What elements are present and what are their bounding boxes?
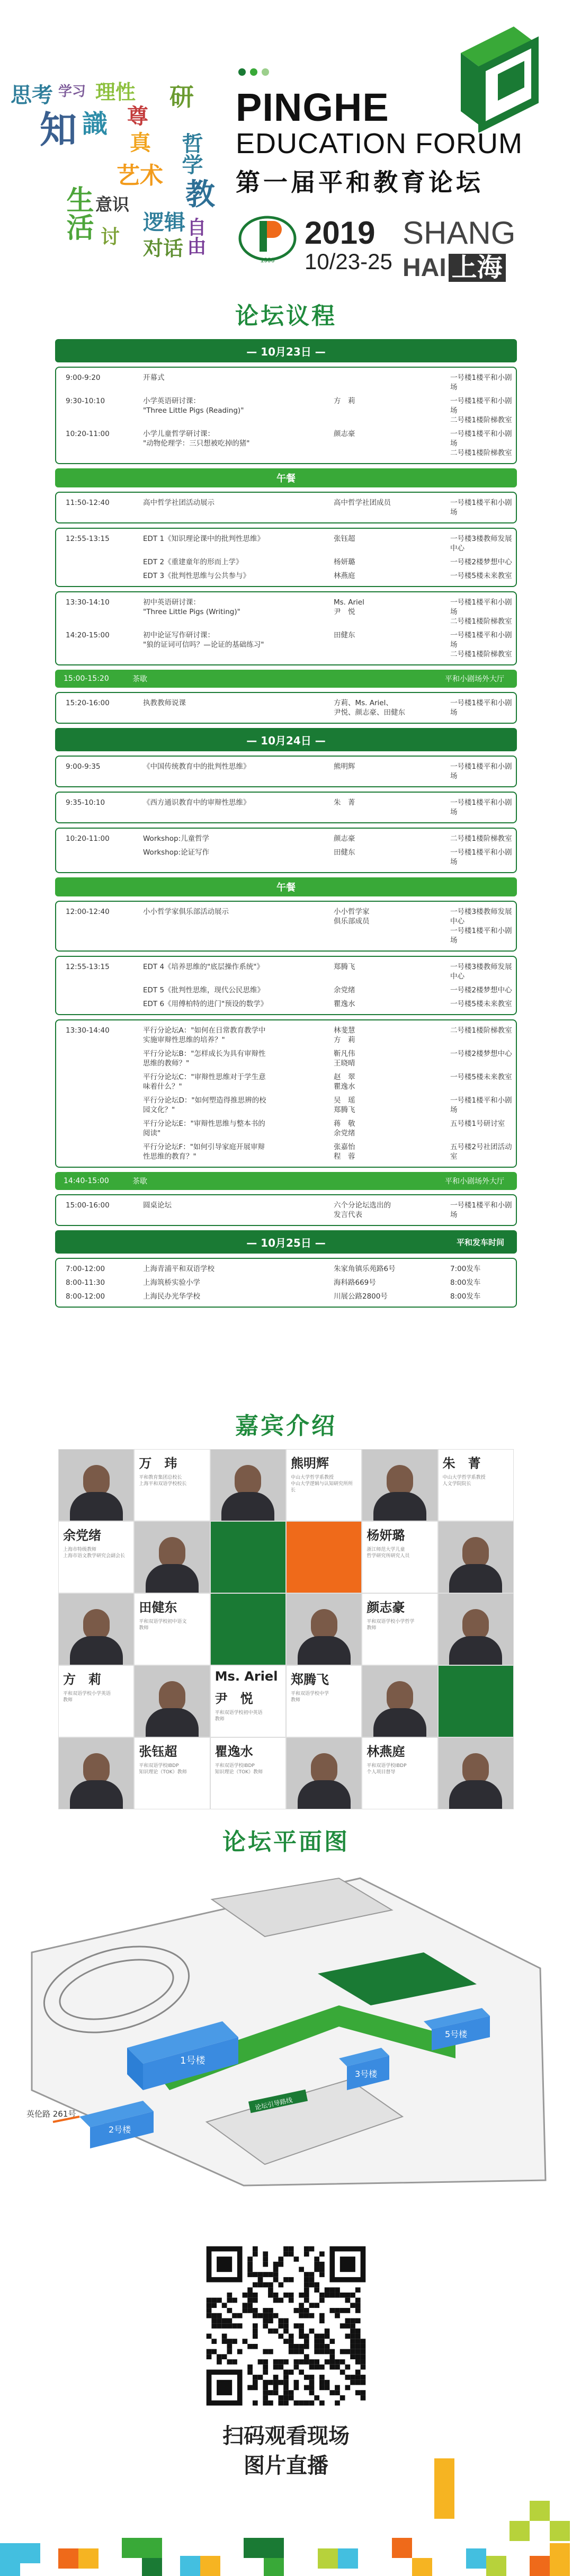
session-location: 二号楼1楼阶梯教室 — [450, 834, 512, 843]
speaker-photo — [438, 1593, 514, 1665]
session-time: 14:20-15:00 — [66, 631, 110, 639]
agenda-row — [56, 905, 516, 947]
session-time: 12:55-13:15 — [66, 535, 110, 543]
session-location: 一号楼3楼教师发展中心 — [450, 963, 512, 981]
speaker-description: 中山大学哲学系教授 人文学院院长 — [442, 1475, 486, 1487]
speaker-name: 朱 菁 — [442, 1456, 481, 1471]
session-speaker: 张嘉怡 程 蓉 — [334, 1143, 355, 1161]
agenda-row — [56, 846, 516, 869]
agenda-row — [56, 1047, 516, 1070]
speaker-name: Ms. Ariel — [215, 1669, 278, 1684]
session-time: 9:30-10:10 — [66, 397, 105, 405]
session-topic: 《西方通识教育中的审辩性思维》 — [143, 798, 251, 807]
session-time: 9:00-9:35 — [66, 762, 101, 771]
break-location: 平和小剧场外大厅 — [445, 675, 504, 683]
speaker-description: 平和双语学校IBDP 知识理论（TOK）教师 — [215, 1763, 263, 1775]
session-location: 一号楼1楼平和小剧场 — [450, 1096, 512, 1114]
agenda-row — [56, 532, 516, 555]
agenda-block — [55, 1258, 517, 1308]
session-speaker: 余党绪 — [334, 986, 355, 994]
day-header-label: — 10月25日 — — [246, 1236, 326, 1249]
session-topic: EDT 1《知识理论课中的批判性思维》 — [143, 535, 265, 543]
speaker-photo — [134, 1521, 210, 1593]
session-location: 一号楼2楼梦想中心 — [450, 986, 512, 994]
break-location: 平和小剧场外大厅 — [445, 1177, 504, 1186]
session-location: 一号楼1楼平和小剧场 — [450, 762, 512, 780]
session-speaker: 朱 菁 — [334, 798, 355, 807]
session-time: 8:00-12:00 — [66, 1292, 105, 1301]
session-location: 一号楼1楼平和小剧场 二号楼1楼阶梯教室 — [450, 631, 512, 659]
session-time — [56, 571, 143, 581]
session-topic: 小学英语研讨课： "Three Little Pigs (Reading)" — [143, 397, 244, 415]
speaker-photo — [58, 1593, 134, 1665]
session-topic: 小小哲学家俱乐部活动展示 — [143, 908, 229, 916]
session-topic: 上海民办光华学校 — [143, 1292, 200, 1301]
speaker-card — [134, 1737, 210, 1809]
agenda-table — [55, 339, 517, 1312]
word-art-graphic — [11, 53, 222, 297]
session-speaker: 田健东 — [334, 848, 355, 857]
session-location: 一号楼1楼平和小剧场 二号楼1楼阶梯教室 — [450, 397, 512, 424]
speakers-grid — [58, 1449, 514, 1809]
agenda-block — [55, 956, 517, 1015]
session-location: 一号楼3楼教师发展中心 一号楼1楼平和小剧场 — [450, 908, 512, 945]
art-word: 学习 — [58, 84, 86, 100]
tea-break-bar — [55, 1172, 517, 1190]
session-topic: 平行分论坛B："怎样成长为具有审辩性 思维的教师？" — [143, 1050, 266, 1068]
agenda-block — [55, 792, 517, 823]
agenda-row — [56, 394, 516, 427]
session-topic: Workshop:儿童哲学 — [143, 834, 210, 843]
session-topic: 平行分论坛F："如何引导家庭开展审辩 性思维的教育？" — [143, 1143, 265, 1161]
speaker-name: 田健东 — [139, 1600, 177, 1615]
session-speaker: 川展公路2800号 — [334, 1292, 388, 1301]
title-chinese: 第一届平和教育论坛 — [236, 168, 484, 197]
speaker-name: 尹 悦 — [215, 1691, 253, 1706]
session-speaker: 小小哲学家 俱乐部成员 — [334, 908, 370, 926]
session-speaker: 熊明辉 — [334, 762, 355, 771]
speaker-card — [286, 1665, 362, 1737]
speaker-photo — [134, 1665, 210, 1737]
session-location: 一号楼1楼平和小剧场 — [450, 848, 512, 866]
session-topic: 高中哲学社团活动展示 — [143, 499, 215, 507]
session-location: 一号楼5楼未来教室 — [450, 1073, 512, 1081]
city-cn: 上海 — [449, 254, 506, 282]
session-speaker: 方 莉 — [334, 397, 355, 405]
session-topic: 平行分论坛C："审辩性思维对于学生意 味着什么？" — [143, 1073, 266, 1091]
day-header — [55, 728, 517, 751]
agenda-row — [56, 427, 516, 460]
session-location: 一号楼5楼未来教室 — [450, 1000, 512, 1008]
speaker-description: 上海市特级教师 上海市语文教学研究会副会长 — [63, 1547, 126, 1559]
session-topic: EDT 4《培养思维的"底层操作系统"》 — [143, 963, 264, 971]
session-time — [56, 1049, 143, 1068]
map-title: 论坛平面图 — [222, 1828, 350, 1855]
session-location: 一号楼1楼平和小剧场 — [450, 699, 512, 717]
session-speaker: 海科路669号 — [334, 1278, 376, 1287]
session-location: 五号楼1号研讨室 — [450, 1120, 505, 1128]
session-location: 一号楼1楼平和小剧场 — [450, 374, 512, 392]
agenda-block — [55, 492, 517, 523]
agenda-block — [55, 1194, 517, 1226]
session-topic: 圆桌论坛 — [143, 1201, 172, 1210]
speaker-description: 平和双语学校初中英语 教师 — [215, 1710, 263, 1722]
session-location: 二号楼1楼阶梯教室 — [450, 1026, 512, 1035]
session-speaker: 郑腾飞 — [334, 963, 355, 971]
break-time: 14:40-15:00 — [64, 1177, 109, 1185]
session-location: 一号楼5楼未来教室 — [450, 572, 512, 580]
session-time — [56, 1119, 143, 1138]
art-word: 研 — [169, 83, 194, 111]
session-location: 一号楼1楼平和小剧场 — [450, 1201, 512, 1219]
session-location: 一号楼2楼梦想中心 — [450, 1050, 512, 1058]
session-speaker: 蒋 敬 余党绪 — [334, 1120, 355, 1138]
speaker-description: 平和双语学校IBDP 个人项目督导 — [367, 1763, 407, 1775]
session-time: 8:00-11:30 — [66, 1278, 105, 1287]
session-speaker — [334, 373, 450, 392]
session-topic: 初中论证写作研讨课： "狼的证词可信吗？—论证的基础练习" — [143, 631, 264, 649]
agenda-block — [55, 828, 517, 873]
day-header-label: — 10月24日 — — [246, 734, 326, 747]
guide-path-label: 论坛引导路线 — [254, 2096, 293, 2112]
agenda-row — [56, 628, 516, 661]
session-speaker: 朱家角镇乐苑路6号 — [334, 1265, 396, 1273]
speaker-description: 平和双语学校初中语文 教师 — [139, 1619, 187, 1631]
speaker-description: 平和双语学校IBDP 知识理论（TOK）教师 — [139, 1763, 187, 1775]
session-time: 7:00-12:00 — [66, 1265, 105, 1273]
day-header-label: — 10月23日 — — [246, 345, 326, 358]
agenda-row — [56, 760, 516, 783]
agenda-block — [55, 756, 517, 787]
qr-caption-line1: 扫码观看现场 — [222, 2424, 350, 2448]
session-speaker: 林斐慧 方 莉 — [334, 1026, 355, 1044]
title-english-line2: EDUCATION FORUM — [236, 128, 523, 159]
art-word: 自由 — [184, 217, 206, 255]
speaker-card — [58, 1521, 134, 1593]
pinghe-school-logo-icon — [238, 209, 297, 268]
event-dates: 10/23-25 — [305, 249, 392, 274]
agenda-row — [56, 1024, 516, 1047]
art-word: 思考 — [11, 83, 53, 108]
speaker-description: 浙江师范大学儿童 哲学研究所研究人员 — [367, 1547, 410, 1559]
speaker-card — [438, 1449, 514, 1521]
speaker-photo — [286, 1593, 362, 1665]
speaker-photo — [362, 1449, 437, 1521]
agenda-row — [56, 569, 516, 583]
agenda-row — [56, 1070, 516, 1094]
lunch-bar: 午餐 — [55, 468, 517, 487]
speaker-card — [210, 1665, 286, 1737]
art-word: 生活 — [61, 185, 93, 241]
session-topic: Workshop:论证写作 — [143, 848, 210, 857]
session-speaker: 高中哲学社团成员 — [334, 499, 391, 507]
session-topic: 平行分论坛E："审辩性思维与整本书的 阅读" — [143, 1120, 265, 1138]
session-topic: EDT 5《批判性思维，现代公民思维》 — [143, 986, 265, 994]
art-word: 对话 — [143, 237, 184, 260]
session-speaker: 田健东 — [334, 631, 355, 639]
session-topic: 小学儿童哲学研讨课： "动物伦理学：三只想被吃掉的猪" — [143, 430, 250, 448]
speakers-title: 嘉宾介绍 — [235, 1413, 337, 1440]
building-5-label: 5号楼 — [445, 2029, 468, 2039]
art-word: 知 — [40, 108, 77, 152]
speaker-name: 方 莉 — [63, 1672, 101, 1687]
color-tile — [286, 1521, 362, 1593]
qr-caption-line2: 图片直播 — [244, 2454, 328, 2478]
art-word: 真 — [130, 131, 151, 155]
agenda-block — [55, 528, 517, 587]
session-speaker: Ms. Ariel 尹 悦 — [334, 598, 364, 616]
speaker-description: 中山大学哲学系教授 中山大学逻辑与认知研究所所长 — [290, 1475, 353, 1493]
session-time — [56, 848, 143, 867]
session-speaker: 方莉、Ms. Ariel、 尹悦、颜志豪、田健东 — [334, 699, 405, 717]
speaker-photo — [438, 1737, 514, 1809]
city-en-line2: HAI 上海 — [403, 247, 506, 283]
session-location: 五号楼2号社团活动室 — [450, 1143, 512, 1161]
session-time: 9:35-10:10 — [66, 798, 105, 807]
building-2-label: 2号楼 — [109, 2125, 131, 2135]
agenda-title: 论坛议程 — [235, 303, 337, 330]
session-topic: EDT 3《批判性思维与公共参与》 — [143, 572, 251, 580]
session-time — [56, 1142, 143, 1161]
decorative-dots — [238, 68, 273, 78]
session-time: 10:20-11:00 — [66, 430, 110, 438]
color-tile — [210, 1521, 286, 1593]
speaker-card — [362, 1593, 437, 1665]
lunch-bar: 午餐 — [55, 877, 517, 896]
agenda-block — [55, 591, 517, 665]
session-topic: 平行分论坛A："如何在日常教育教学中 实施审辩性思维的培养？" — [143, 1026, 266, 1044]
break-label: 茶歇 — [132, 675, 147, 683]
session-topic: 《中国传统教育中的批判性思维》 — [143, 762, 251, 771]
session-speaker: 赵 翠 瞿逸水 — [334, 1073, 355, 1091]
session-time: 15:20-16:00 — [66, 699, 110, 707]
day-header — [55, 1230, 517, 1254]
speaker-card — [362, 1521, 437, 1593]
session-time: 12:00-12:40 — [66, 908, 110, 916]
session-topic: 上海青浦平和双语学校 — [143, 1265, 215, 1273]
speaker-photo — [58, 1449, 134, 1521]
speaker-description: 平和双语学校中学 教师 — [290, 1691, 329, 1703]
speaker-card — [210, 1737, 286, 1809]
art-word: 逻辑 — [143, 210, 185, 235]
speaker-name: 杨妍璐 — [367, 1528, 405, 1543]
building-3-label: 3号楼 — [355, 2069, 378, 2079]
road-label: 英伦路 261号 — [26, 2109, 76, 2119]
session-speaker: 颜志豪 — [334, 430, 355, 438]
art-word: 讨 — [101, 226, 120, 248]
art-word: 理性 — [95, 81, 136, 104]
logo-year-text: 1996 — [260, 256, 275, 264]
speaker-name: 余党绪 — [63, 1528, 101, 1543]
agenda-block — [55, 692, 517, 724]
color-tile — [438, 1665, 514, 1737]
art-word: 識 — [82, 109, 108, 139]
break-label: 茶歇 — [132, 1177, 147, 1186]
city-en-line1: SHANG — [403, 215, 516, 251]
speaker-name: 万 玮 — [139, 1456, 177, 1471]
art-word: 哲学 — [178, 132, 203, 175]
agenda-row — [56, 1290, 516, 1303]
speaker-name: 颜志豪 — [367, 1600, 405, 1615]
session-speaker: 六个分论坛选出的 发言代表 — [334, 1201, 391, 1219]
session-time — [56, 1072, 143, 1091]
speaker-description: 平和双语学校小学哲学 教师 — [367, 1619, 415, 1631]
art-word: 教 — [185, 177, 215, 212]
session-time: 13:30-14:10 — [66, 598, 110, 607]
session-topic: 上海筑桥实验小学 — [143, 1278, 200, 1287]
agenda-row — [56, 983, 516, 997]
session-location: 一号楼1楼平和小剧场 — [450, 798, 512, 816]
speaker-photo — [210, 1449, 286, 1521]
session-speaker: 颜志豪 — [334, 834, 355, 843]
session-topic: EDT 6《用傅柏特的进门"预设的数学》 — [143, 1000, 268, 1008]
agenda-row — [56, 371, 516, 394]
agenda-row — [56, 555, 516, 569]
agenda-row — [56, 960, 516, 983]
speaker-name: 郑腾飞 — [290, 1672, 329, 1687]
agenda-row — [56, 1198, 516, 1222]
session-speaker: 吴 瑶 郑腾飞 — [334, 1096, 355, 1114]
session-time: 15:00-16:00 — [66, 1201, 110, 1210]
agenda-row — [56, 1117, 516, 1140]
agenda-row — [56, 696, 516, 719]
speaker-name: 熊明辉 — [290, 1456, 329, 1471]
session-location: 一号楼2楼梦想中心 — [450, 558, 512, 566]
session-speaker: 林燕庭 — [334, 572, 355, 580]
session-topic: 初中英语研讨课： "Three Little Pigs (Writing)" — [143, 598, 240, 616]
session-speaker: 张钰超 — [334, 535, 355, 543]
agenda-row — [56, 997, 516, 1011]
speaker-photo — [286, 1737, 362, 1809]
building-1-label: 1号楼 — [180, 2055, 205, 2066]
color-tile — [210, 1593, 286, 1665]
session-location: 一号楼3楼教师发展中心 — [450, 535, 512, 553]
speaker-description: 平和双语学校小学英语 教师 — [63, 1691, 111, 1703]
agenda-block — [55, 367, 517, 464]
agenda-row — [56, 832, 516, 846]
tea-break-bar — [55, 670, 517, 688]
speaker-card — [58, 1665, 134, 1737]
agenda-row — [56, 1094, 516, 1117]
session-topic: EDT 2《重建童年的形而上学》 — [143, 558, 243, 566]
speaker-card — [362, 1737, 437, 1809]
agenda-block — [55, 1019, 517, 1168]
qr-code-icon[interactable] — [201, 2241, 371, 2411]
agenda-row — [56, 1140, 516, 1163]
speaker-photo — [438, 1521, 514, 1593]
event-year: 2019 — [305, 215, 376, 251]
speaker-card — [286, 1449, 362, 1521]
session-location: 一号楼1楼平和小剧场 二号楼1楼阶梯教室 — [450, 430, 512, 457]
art-word: 意识 — [95, 194, 130, 215]
speaker-name: 林燕庭 — [367, 1744, 405, 1759]
agenda-row — [56, 496, 516, 519]
session-speaker: 靳凡伟 王晓晴 — [334, 1050, 355, 1068]
session-time: 10:20-11:00 — [66, 834, 110, 843]
session-location: 一号楼1楼平和小剧场 二号楼1楼阶梯教室 — [450, 598, 512, 626]
session-location: 一号楼1楼平和小剧场 — [450, 499, 512, 517]
session-time: 9:00-9:20 — [66, 374, 101, 382]
session-time — [56, 557, 143, 567]
session-topic: 平行分论坛D："如何塑造得推思辨的校 园文化？" — [143, 1096, 266, 1114]
session-time — [56, 985, 143, 995]
session-time: 13:30-14:40 — [66, 1026, 110, 1035]
speaker-name: 瞿逸水 — [215, 1744, 253, 1759]
speaker-card — [134, 1449, 210, 1521]
session-topic: 执教教师说课 — [143, 699, 186, 707]
speaker-description: 平和教育集团总校长 上海平和双语学校校长 — [139, 1475, 187, 1487]
art-word: 艺术 — [117, 162, 163, 189]
campus-map — [21, 1868, 556, 2201]
session-speaker: 瞿逸水 — [334, 1000, 355, 1008]
session-topic: 开幕式 — [143, 374, 165, 382]
session-time: 11:50-12:40 — [66, 499, 110, 507]
forum-logo-icon — [429, 21, 540, 132]
agenda-row — [56, 1276, 516, 1290]
day-header — [55, 339, 517, 362]
session-location: 8:00发车 — [450, 1292, 481, 1301]
session-location: 8:00发车 — [450, 1278, 481, 1287]
art-word: 尊 — [127, 104, 148, 129]
agenda-row — [56, 596, 516, 628]
speaker-photo — [362, 1665, 437, 1737]
agenda-row — [56, 1262, 516, 1276]
session-time — [56, 1096, 143, 1115]
session-location: 7:00发车 — [450, 1265, 481, 1273]
session-time — [56, 999, 143, 1009]
agenda-row — [56, 796, 516, 819]
decorative-color-blocks — [0, 2458, 572, 2576]
speaker-name: 张钰超 — [139, 1744, 177, 1759]
departure-time-label: 平和发车时间 — [456, 1237, 504, 1247]
session-time: 12:55-13:15 — [66, 963, 110, 971]
title-english-line1: PINGHE — [236, 85, 389, 129]
break-time: 15:00-15:20 — [64, 674, 109, 683]
agenda-block — [55, 901, 517, 952]
speaker-photo — [58, 1737, 134, 1809]
speaker-card — [134, 1593, 210, 1665]
session-speaker: 杨妍璐 — [334, 558, 355, 566]
